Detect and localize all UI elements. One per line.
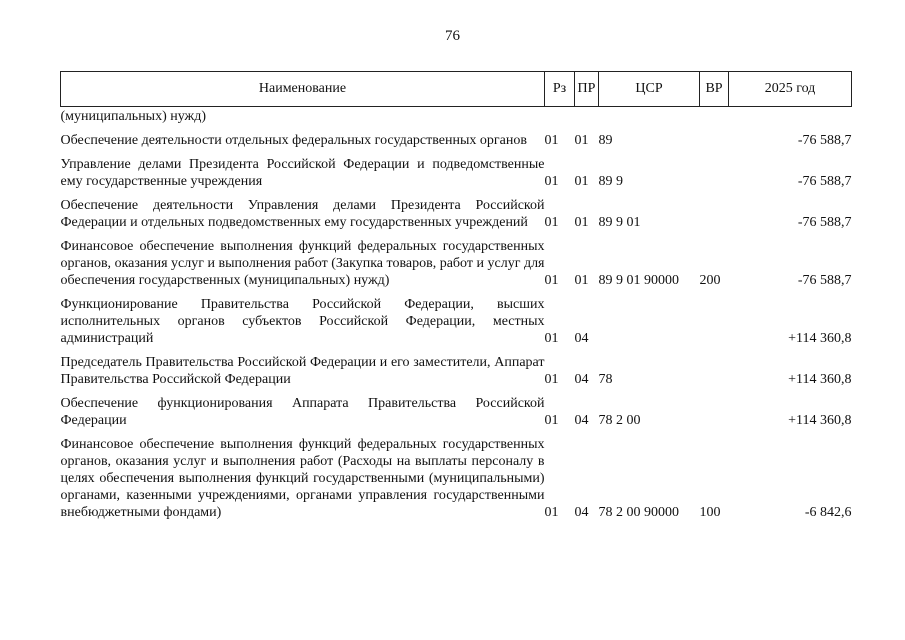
row-vr bbox=[700, 197, 729, 231]
row-name: Обеспечение деятельности Управления делами Президента Российской Федерации и отдельных подведомственных ему государственных учреждений bbox=[60, 198, 545, 230]
row-rz: 01 bbox=[544, 413, 559, 428]
header-year: 2025 год bbox=[729, 72, 852, 107]
row-rz: 01 bbox=[544, 273, 559, 288]
row-vr: 200 bbox=[699, 273, 721, 288]
row-pr: 04 bbox=[574, 505, 589, 520]
row-pr: 04 bbox=[574, 372, 589, 387]
table-row bbox=[61, 296, 852, 347]
table-row bbox=[61, 156, 852, 190]
row-name: Финансовое обеспечение выполнения функций федеральных государственных органов, оказания услуг и выполнения работ (Расходы на выплаты персоналу в целях обеспечения выполнения функций государственными (муниципальными) органами, казенными учреждениями, органами управления государственными внебюджетными фондами) bbox=[60, 437, 545, 520]
row-name: Управление делами Президента Российской Федерации и подведомственные ему государственные учреждения bbox=[60, 157, 545, 189]
header-csr: ЦСР bbox=[599, 72, 700, 107]
row-name: Обеспечение деятельности отдельных федеральных государственных органов bbox=[60, 133, 527, 148]
row-amount: +114 360,8 bbox=[788, 372, 852, 387]
table-row bbox=[61, 354, 852, 388]
row-name: (муниципальных) нужд) bbox=[60, 109, 207, 124]
row-rz: 01 bbox=[544, 505, 559, 520]
row-vr: 100 bbox=[699, 505, 721, 520]
row-rz: 01 bbox=[544, 174, 559, 189]
row-rz: 01 bbox=[544, 331, 559, 346]
header-name: Наименование bbox=[61, 72, 545, 107]
row-vr bbox=[700, 296, 729, 347]
row-rz: 01 bbox=[544, 215, 559, 230]
row-pr: 01 bbox=[574, 215, 589, 230]
row-rz: 01 bbox=[544, 133, 559, 148]
row-vr bbox=[700, 107, 729, 126]
row-vr bbox=[700, 132, 729, 149]
row-csr: 89 bbox=[598, 133, 613, 148]
row-amount: -76 588,7 bbox=[797, 215, 852, 230]
row-amount: +114 360,8 bbox=[788, 413, 852, 428]
row-vr bbox=[700, 354, 729, 388]
row-csr: 89 9 bbox=[598, 174, 623, 189]
row-pr: 01 bbox=[574, 174, 589, 189]
table-row bbox=[61, 436, 852, 521]
row-rz bbox=[545, 107, 575, 126]
row-vr bbox=[700, 156, 729, 190]
table-header-row bbox=[61, 72, 852, 107]
row-csr bbox=[599, 296, 700, 347]
table-row bbox=[61, 197, 852, 231]
header-pr: ПР bbox=[575, 72, 599, 107]
row-amount: -76 588,7 bbox=[797, 174, 852, 189]
table-row bbox=[61, 395, 852, 429]
row-vr bbox=[700, 395, 729, 429]
row-pr bbox=[575, 107, 599, 126]
row-amount: +114 360,8 bbox=[788, 331, 852, 346]
budget-table bbox=[60, 71, 852, 521]
header-rz: Рз bbox=[545, 72, 575, 107]
row-amount: -6 842,6 bbox=[804, 505, 852, 520]
row-csr: 78 2 00 90000 bbox=[598, 505, 679, 520]
row-name: Обеспечение функционирования Аппарата Правительства Российской Федерации bbox=[60, 396, 545, 428]
row-csr: 78 bbox=[598, 372, 613, 387]
row-csr: 78 2 00 bbox=[598, 413, 641, 428]
row-amount bbox=[729, 107, 852, 126]
row-pr: 01 bbox=[574, 133, 589, 148]
row-csr: 89 9 01 90000 bbox=[598, 273, 679, 288]
table-row bbox=[61, 107, 852, 126]
row-name: Функционирование Правительства Российской Федерации, высших исполнительных органов субъектов Российской Федерации, местных администраций bbox=[60, 297, 545, 346]
row-pr: 04 bbox=[574, 413, 589, 428]
row-pr: 04 bbox=[574, 331, 589, 346]
row-pr: 01 bbox=[574, 273, 589, 288]
page-number: 76 bbox=[445, 28, 460, 44]
row-amount: -76 588,7 bbox=[797, 133, 852, 148]
table-row bbox=[61, 238, 852, 289]
row-amount: -76 588,7 bbox=[797, 273, 852, 288]
row-name: Финансовое обеспечение выполнения функций федеральных государственных органов, оказания услуг и выполнения работ (Закупка товаров, работ и услуг для обеспечения государственных (муниципальных) нужд) bbox=[60, 239, 545, 288]
row-csr: 89 9 01 bbox=[598, 215, 641, 230]
row-name: Председатель Правительства Российской Федерации и его заместители, Аппарат Правительства Российской Федерации bbox=[60, 355, 545, 387]
row-rz: 01 bbox=[544, 372, 559, 387]
table-row bbox=[61, 132, 852, 149]
row-csr bbox=[599, 107, 700, 126]
header-vr: ВР bbox=[700, 72, 729, 107]
